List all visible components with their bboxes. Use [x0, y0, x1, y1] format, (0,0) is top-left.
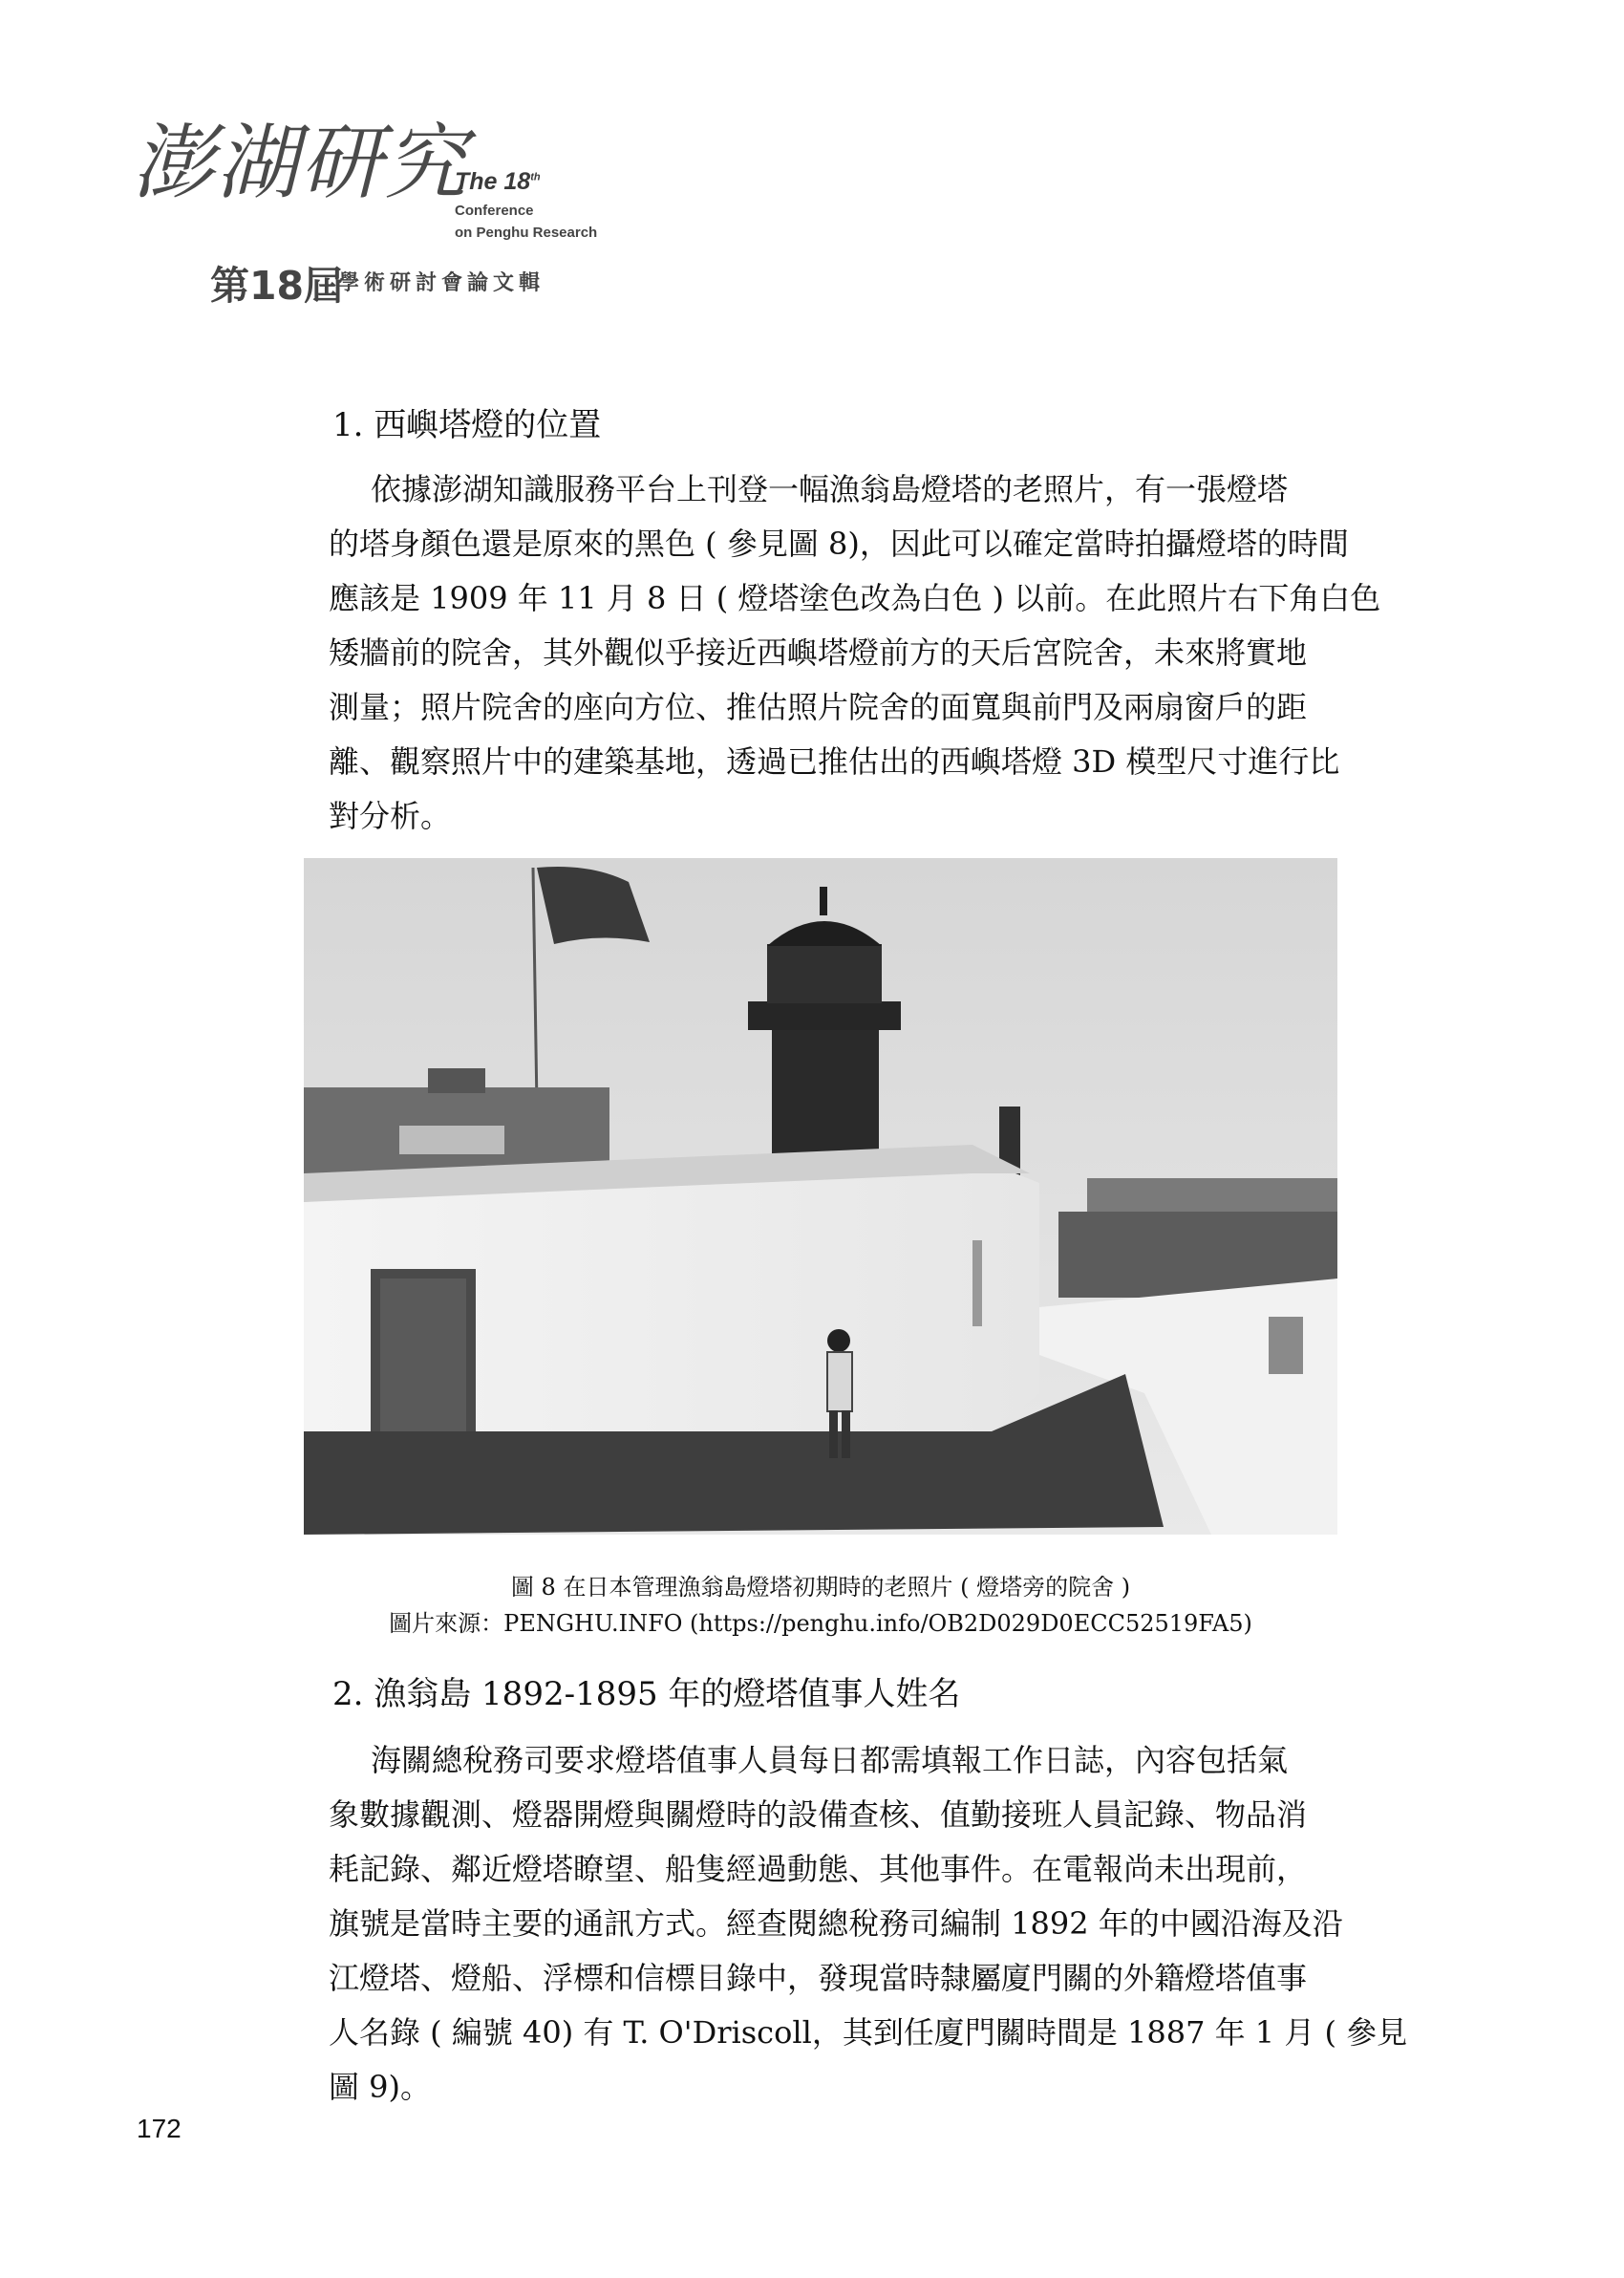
- roof-vent: [428, 1068, 485, 1093]
- lighthouse-gallery: [748, 1001, 901, 1030]
- logo-proceedings: 學術研討會論文輯: [338, 271, 545, 295]
- paragraph-line: 江燈塔、燈船、浮標和信標目錄中，發現當時隸屬廈門關的外籍燈塔值事: [329, 1960, 1308, 1996]
- paragraph-line: 矮牆前的院舍，其外觀似乎接近西嶼塔燈前方的天后宮院舍，未來將實地: [329, 634, 1308, 671]
- roof-structure: [399, 1126, 504, 1154]
- paragraph-line: 象數據觀測、燈器開燈與關燈時的設備查核、值勤接班人員記錄、物品消: [329, 1796, 1308, 1833]
- conference-logo: [132, 116, 667, 309]
- figure-source: 圖片來源：PENGHU.INFO (https://penghu.info/OB2D029D0ECC52519FA5): [389, 1610, 1252, 1637]
- logo-english-subtitle: on Penghu Research: [455, 225, 598, 241]
- lighthouse-photo: [304, 858, 1337, 1535]
- logo-english-conference: Conference: [455, 203, 534, 219]
- right-building-roof: [1087, 1178, 1337, 1216]
- figure-caption: 圖 8 在日本管理漁翁島燈塔初期時的老照片 ( 燈塔旁的院舍 ): [510, 1574, 1131, 1601]
- paragraph-line: 圖 9)。: [329, 2069, 432, 2105]
- logo-title: 澎湖研究: [132, 116, 468, 211]
- paragraph-line: 旗號是當時主要的通訊方式。經查閱總稅務司編制 1892 年的中國沿海及沿: [329, 1905, 1343, 1942]
- window-edge: [972, 1240, 982, 1326]
- small-window: [1269, 1317, 1303, 1374]
- lighthouse-finial: [820, 887, 827, 915]
- section-2-paragraph: [329, 1733, 1421, 2115]
- paragraph-line: 測量；照片院舍的座向方位、推估照片院舍的面寬與前門及兩扇窗戶的距: [329, 689, 1308, 725]
- logo-edition-suffix: th: [530, 171, 541, 183]
- paragraph-line: 依據澎湖知識服務平台上刊登一幅漁翁島燈塔的老照片，有一張燈塔: [371, 471, 1289, 507]
- person-body: [827, 1352, 852, 1411]
- section-heading-2: 2. 漁翁島 1892-1895 年的燈塔值事人姓名: [332, 1675, 961, 1713]
- person-leg-right: [842, 1410, 850, 1458]
- logo-edition: 第18屆: [210, 263, 344, 309]
- paragraph-line: 人名錄 ( 編號 40) 有 T. O'Driscoll，其到任廈門關時間是 1887 年 1 月 ( 參見: [329, 2014, 1408, 2051]
- paragraph-line: 對分析。: [329, 798, 452, 834]
- paragraph-line: 應該是 1909 年 11 月 8 日 ( 燈塔塗色改為白色 ) 以前。在此照片右下角白色: [329, 580, 1381, 616]
- paragraph-line: 海關總稅務司要求燈塔值事人員每日都需填報工作日誌，內容包括氣: [371, 1742, 1289, 1778]
- paragraph-line: 的塔身顏色還是原來的黑色 ( 參見圖 8)，因此可以確定當時拍攝燈塔的時間: [329, 526, 1349, 562]
- paragraph-line: 耗記錄、鄰近燈塔瞭望、船隻經過動態、其他事件。在電報尚未出現前，: [329, 1851, 1308, 1887]
- logo-english-edition: [455, 168, 541, 196]
- page-number: 172: [137, 2114, 182, 2143]
- section-1-paragraph: [329, 462, 1421, 844]
- person-leg-left: [829, 1410, 838, 1458]
- section-heading-1: 1. 西嶼塔燈的位置: [332, 406, 602, 444]
- person-head: [827, 1329, 850, 1352]
- logo-edition-number: The 18: [455, 168, 531, 195]
- paragraph-line: 離、觀察照片中的建築基地，透過已推估出的西嶼塔燈 3D 模型尺寸進行比: [329, 743, 1340, 780]
- lighthouse-lantern: [767, 944, 882, 1003]
